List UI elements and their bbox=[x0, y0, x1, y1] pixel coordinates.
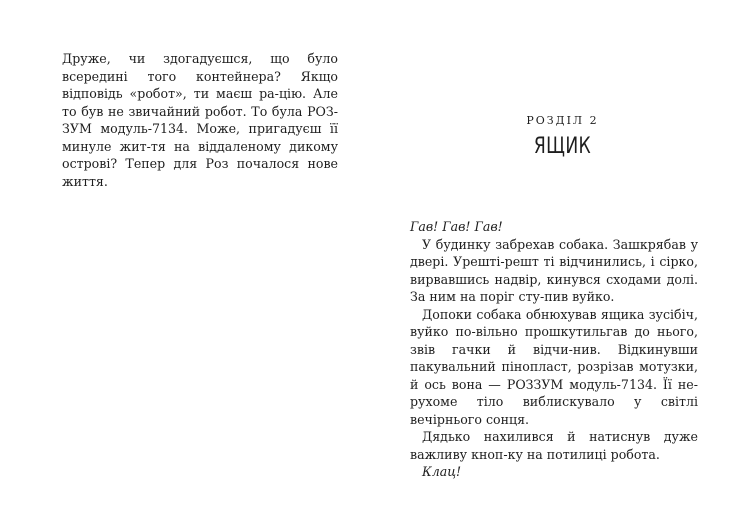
text-line: Друже, чи здогадуєшся, що було всередині того bbox=[62, 51, 338, 84]
chapter-title: ЯЩИК bbox=[533, 134, 592, 159]
left-page-text bbox=[62, 50, 338, 190]
text-line: мотузки, й ось вона — РОЗЗУМ модуль-7134. Її не- bbox=[410, 359, 698, 392]
text-line: надвір, кинувся сходами долі. За ним на поріг сту- bbox=[410, 271, 698, 304]
text-line: контейнера? Якщо відповідь «робот», ти маєш ра- bbox=[62, 68, 338, 101]
text-line: пив вуйко. bbox=[544, 289, 615, 304]
right-page bbox=[375, 0, 750, 528]
paragraph bbox=[410, 306, 698, 429]
text-line: рухоме тіло виблискувало у світлі вечірнього сонця. bbox=[410, 394, 698, 427]
text-line: нив. Відкинувши пакувальний пінопласт, розрізав bbox=[410, 341, 699, 374]
paragraph bbox=[410, 463, 698, 481]
paragraph bbox=[410, 218, 698, 236]
text-line: тя на віддаленому дикому острові? Тепер для Роз bbox=[62, 138, 338, 171]
text-line: Урешті-решт ті відчинились, і сірко, вирвавшись bbox=[410, 254, 698, 287]
text-line: Клац! bbox=[422, 464, 462, 479]
text-line: Допоки собака обнюхував ящика зусібіч, вуйко по- bbox=[410, 306, 698, 339]
text-line: ку на потилиці робота. bbox=[507, 446, 660, 462]
text-line: ЗУМ модуль-7134. Може, пригадуєш її минуле жит- bbox=[62, 121, 338, 154]
text-line: вільно прошкутильгав до нього, звів гачки й відчи- bbox=[410, 324, 698, 357]
chapter-label: РОЗДІЛ 2 bbox=[526, 114, 599, 127]
text-line: почалося нове життя. bbox=[62, 156, 338, 189]
text-line: цію. Але то був не звичайний робот. То була РОЗ- bbox=[62, 86, 339, 119]
intro-paragraph bbox=[62, 50, 338, 190]
paragraph bbox=[410, 236, 698, 306]
chapter-body bbox=[410, 218, 698, 481]
paragraph bbox=[410, 428, 698, 463]
text-line: У будинку забрехав собака. Зашкрябав у двері. bbox=[410, 236, 698, 269]
text-line: Дядько нахилився й натиснув дуже важливу кноп- bbox=[410, 429, 698, 462]
text-line: Гав! Гав! Гав! bbox=[410, 219, 503, 234]
